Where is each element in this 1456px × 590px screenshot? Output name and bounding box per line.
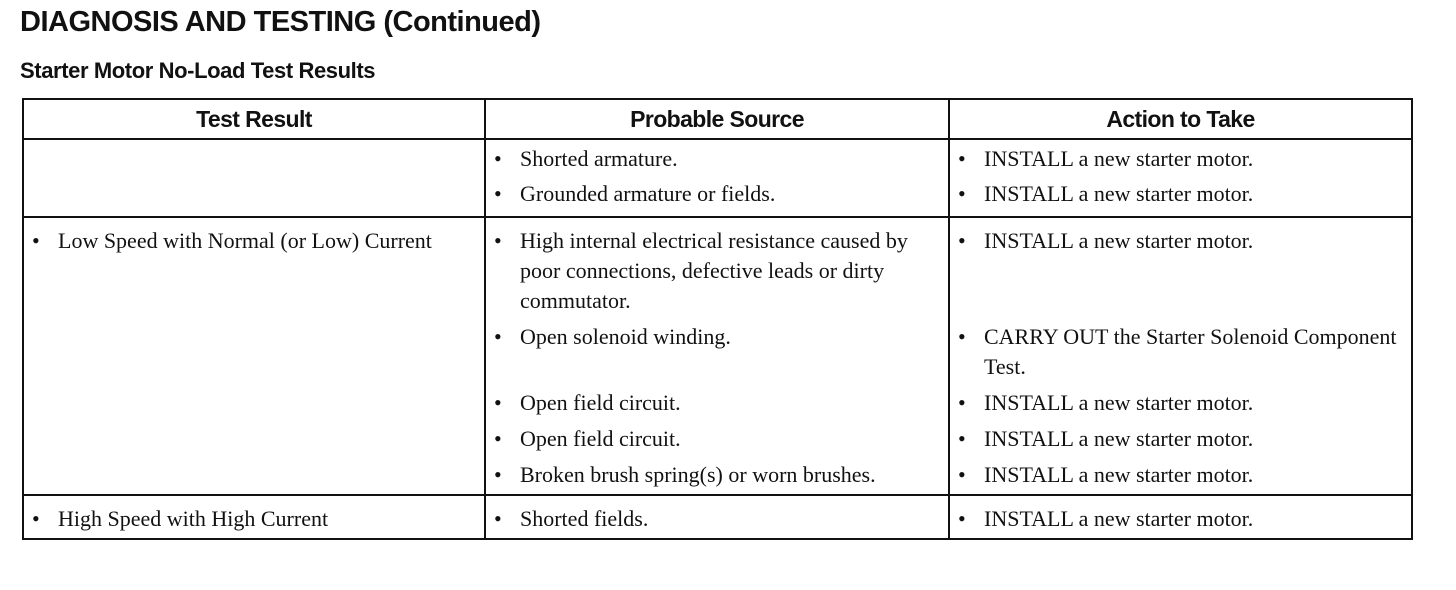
bullet: •	[494, 228, 502, 253]
list-item	[32, 504, 474, 534]
list-item	[958, 424, 1401, 454]
action-text: INSTALL a new starter motor.	[984, 390, 1254, 415]
action-cell	[949, 495, 1412, 539]
list-item	[958, 179, 1401, 209]
action-text: INSTALL a new starter motor.	[984, 146, 1254, 171]
test-result-text: Low Speed with Normal (or Low) Current	[58, 228, 432, 253]
action-text: INSTALL a new starter motor.	[984, 181, 1254, 206]
source-text: Open solenoid winding.	[520, 324, 731, 349]
header-action-to-take: Action to Take	[949, 99, 1412, 139]
header-test-result: Test Result	[23, 99, 485, 139]
probable-source-cell	[485, 495, 949, 539]
action-text: INSTALL a new starter motor.	[984, 228, 1254, 253]
bullet: •	[958, 506, 966, 531]
bullet: •	[958, 390, 966, 415]
section-title: Starter Motor No-Load Test Results	[20, 58, 376, 83]
list-item	[958, 322, 1401, 382]
bullet: •	[494, 506, 502, 531]
table-row	[23, 139, 1412, 217]
list-item	[494, 424, 938, 454]
bullet: •	[958, 228, 966, 253]
action-text: INSTALL a new starter motor.	[984, 506, 1254, 531]
source-text: Broken brush spring(s) or worn brushes.	[520, 462, 876, 487]
list-item	[958, 460, 1401, 490]
source-text: High internal electrical resistance caused by poor connections, defective leads or dirty commutator.	[520, 228, 908, 313]
source-text: Shorted armature.	[520, 146, 678, 171]
table-row	[23, 217, 1412, 495]
list-item	[494, 460, 938, 490]
list-item	[958, 388, 1401, 418]
table-row	[23, 495, 1412, 539]
action-text: CARRY OUT the Starter Solenoid Component Test.	[984, 324, 1397, 379]
list-item	[494, 388, 938, 418]
bullet: •	[958, 462, 966, 487]
bullet: •	[32, 228, 40, 253]
page-title: DIAGNOSIS AND TESTING (Continued)	[20, 6, 541, 38]
bullet: •	[958, 426, 966, 451]
test-results-table	[22, 98, 1413, 540]
source-text: Open field circuit.	[520, 426, 681, 451]
bullet: •	[494, 146, 502, 171]
bullet: •	[958, 146, 966, 171]
bullet: •	[958, 324, 966, 349]
action-text: INSTALL a new starter motor.	[984, 426, 1254, 451]
list-item	[494, 179, 938, 209]
bullet: •	[494, 462, 502, 487]
action-text: INSTALL a new starter motor.	[984, 462, 1254, 487]
test-result-cell	[23, 217, 485, 495]
list-item	[494, 504, 938, 534]
action-cell	[949, 217, 1412, 495]
source-text: Open field circuit.	[520, 390, 681, 415]
bullet: •	[494, 181, 502, 206]
test-result-text: High Speed with High Current	[58, 506, 329, 531]
bullet: •	[494, 324, 502, 349]
list-item	[958, 144, 1401, 174]
list-item	[494, 322, 938, 352]
test-result-cell	[23, 139, 485, 217]
bullet: •	[32, 506, 40, 531]
list-item	[494, 226, 938, 316]
list-item	[32, 226, 474, 256]
action-cell	[949, 139, 1412, 217]
bullet: •	[494, 390, 502, 415]
source-text: Grounded armature or fields.	[520, 181, 776, 206]
probable-source-cell	[485, 217, 949, 495]
header-probable-source: Probable Source	[485, 99, 949, 139]
header-row	[23, 99, 1412, 139]
probable-source-cell	[485, 139, 949, 217]
bullet: •	[494, 426, 502, 451]
bullet: •	[958, 181, 966, 206]
list-item	[958, 226, 1401, 256]
source-text: Shorted fields.	[520, 506, 649, 531]
list-item	[958, 504, 1401, 534]
list-item	[494, 144, 938, 174]
test-result-cell	[23, 495, 485, 539]
